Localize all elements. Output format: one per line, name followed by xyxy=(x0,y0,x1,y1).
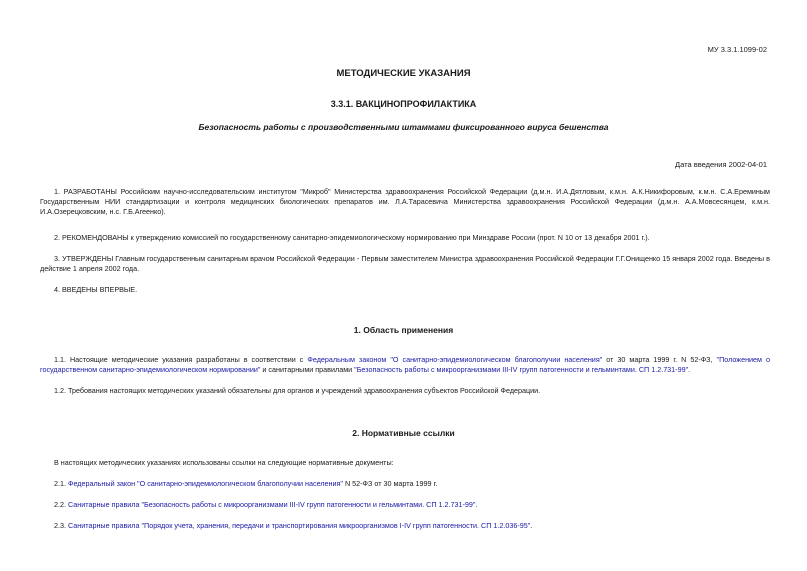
paragraph-1-1 xyxy=(40,355,770,375)
link-regulation[interactable]: "Положением о государственном санитарно-эпидемиологическом нормировании" xyxy=(40,355,770,375)
section-2-heading: 2. Нормативные ссылки xyxy=(352,428,455,438)
paragraph-1-2: 1.2. Требования настоящих методических указаний обязательны для органов и учреждений здравоохранения субъектов Российской Федерации. xyxy=(54,386,541,395)
paragraph-2-intro: В настоящих методических указаниях использованы ссылки на следующие нормативные документы: xyxy=(54,458,394,467)
paragraph-recommended: 2. РЕКОМЕНДОВАНЫ к утверждению комиссией по государственному санитарно-эпидемиологическому нормированию при Минздраве России (прот. N 10 от 13 декабря 2001 г.). xyxy=(54,233,650,242)
paragraph-developed: 1. РАЗРАБОТАНЫ Российским научно-исследовательским институтом "Микроб" Министерства здравоохранения Российской Федерации (д.м.н. И.А.Дятловым, к.м.н. А.К.Никифоровым, к.м.н. С.А.Ереминым Государственным НИИ стандартизации и контроля медицинских биологических препаратов им. Л.А.Тарасевича Министерства здравоохранения Российской Федерации (д.м.н. А.А.Мовсесянцем, к.м.н. И.А.Озерецковским, н.с. Г.Б.Агеенко). xyxy=(40,187,770,217)
reference-2-2 xyxy=(40,500,770,510)
link-reference-2-2[interactable]: Санитарные правила "Безопасность работы с микроорганизмами III-IV групп патогенности и гельминтами. СП 1.2.731-99" xyxy=(68,500,476,509)
paragraph-approved: 3. УТВЕРЖДЕНЫ Главным государственным санитарным врачом Российской Федерации - Первым заместителем Министра здравоохранения Российской Федерации Г.Г.Онищенко 15 января 2002 года. Введены в действие 1 апреля 2002 года. xyxy=(40,254,770,274)
paragraph-1-1-text-d: . xyxy=(688,365,691,375)
reference-2-3 xyxy=(40,521,770,531)
link-reference-2-1[interactable]: Федеральный закон "О санитарно-эпидемиологическом благополучии населения" xyxy=(68,479,343,488)
reference-2-3-number: 2.3. xyxy=(54,521,68,530)
link-federal-law[interactable]: Федеральным законом "О санитарно-эпидемиологическом благополучии населения" xyxy=(307,355,603,364)
reference-2-1-number: 2.1. xyxy=(54,479,68,488)
reference-2-2-tail: . xyxy=(475,500,478,509)
paragraph-1-1-text-a: 1.1. Настоящие методические указания разработаны в соответствии с xyxy=(54,355,308,364)
intro-date: Дата введения 2002-04-01 xyxy=(675,160,767,169)
paragraph-1-1-text-b: от 30 марта 1999 г. N 52-ФЗ, xyxy=(602,355,717,364)
link-reference-2-3[interactable]: Санитарные правила "Порядок учета, хранения, передачи и транспортирования микроорганизмов I-IV групп патогенности. СП 1.2.036-95" xyxy=(68,521,531,530)
paragraph-first-introduced: 4. ВВЕДЕНЫ ВПЕРВЫЕ. xyxy=(54,285,138,294)
reference-2-1-tail: N 52-ФЗ от 30 марта 1999 г. xyxy=(342,479,438,488)
document-code: МУ 3.3.1.1099-02 xyxy=(707,45,767,54)
reference-2-2-number: 2.2. xyxy=(54,500,68,509)
reference-2-1 xyxy=(40,479,770,489)
document-name: Безопасность работы с производственными штаммами фиксированного вируса бешенства xyxy=(198,122,609,132)
reference-2-3-tail: . xyxy=(530,521,533,530)
paragraph-1-1-text-c: и санитарными правилами xyxy=(260,365,355,375)
section-1-heading: 1. Область применения xyxy=(353,325,454,335)
document-title: МЕТОДИЧЕСКИЕ УКАЗАНИЯ xyxy=(336,68,471,79)
link-sanitary-rules-731[interactable]: "Безопасность работы с микроорганизмами III-IV групп патогенности и гельминтами. СП 1.2.731-99" xyxy=(354,365,689,375)
document-subtitle: 3.3.1. ВАКЦИНОПРОФИЛАКТИКА xyxy=(330,99,477,109)
